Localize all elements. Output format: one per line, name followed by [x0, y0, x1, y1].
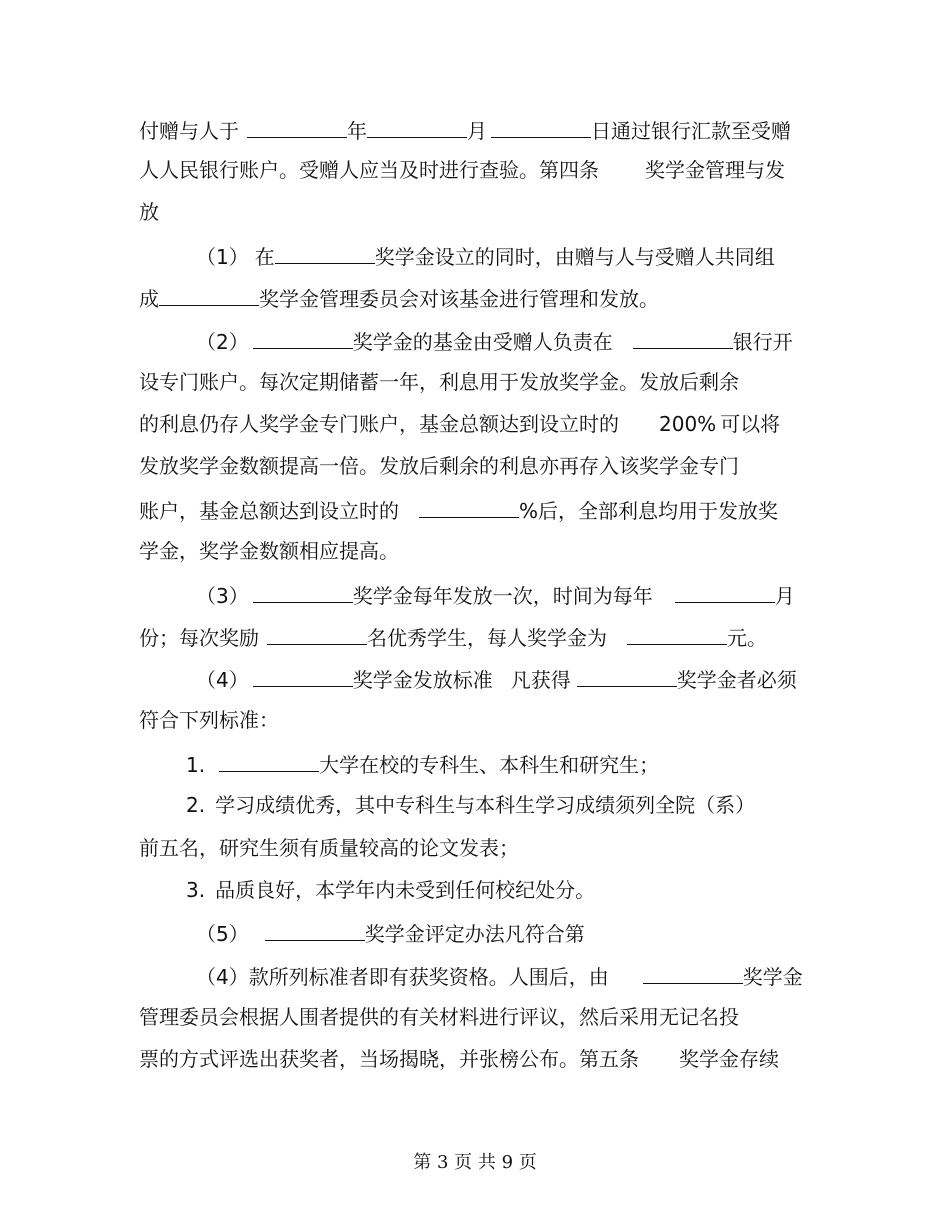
text-segment: 人人民银行账户。受赠人应当及时进行查验。第四条: [139, 158, 599, 182]
text-segment: 前五名，研究生须有质量较高的论文发表；: [139, 836, 519, 860]
list-item: [186, 793, 755, 817]
text-segment: 奖学金每年发放一次，时间为每年: [352, 584, 653, 608]
text-line: [196, 963, 803, 987]
text-segment: 票的方式评选出获奖者，当场揭晓，并张榜公布。第五条: [139, 1047, 639, 1071]
text-segment: 放: [139, 200, 159, 224]
list-number: 3.: [186, 878, 206, 902]
text-line: [139, 370, 739, 394]
text-line: [139, 117, 791, 141]
text-line: [196, 243, 775, 267]
text-line: [139, 412, 780, 436]
item-number: （2）: [196, 330, 249, 354]
list-text: 品质良好，本学年内未受到任何校纪处分。: [215, 878, 596, 902]
blank-field: [275, 243, 375, 264]
text-segment: 元。: [727, 626, 767, 650]
blank-field: [367, 117, 467, 138]
text-segment: 的利息仍存人奖学金专门账户，基金总额达到设立时的: [139, 412, 619, 436]
blank-field: [419, 497, 519, 518]
list-item: [186, 878, 595, 902]
text-segment: 奖学金管理与发: [645, 158, 785, 182]
blank-field: [267, 624, 367, 645]
text-line: [139, 454, 739, 478]
blank-field: [253, 582, 353, 603]
text-segment: 管理委员会根据人围者提供的有关材料进行评议，然后采用无记名投: [139, 1005, 739, 1029]
text-segment: 奖学金者必须: [676, 668, 797, 692]
text-segment: 账户，基金总额达到设立时的: [139, 499, 399, 523]
page-number-text: 第 3 页 共 9 页: [413, 1152, 537, 1173]
text-segment: 奖学金: [742, 965, 803, 989]
text-line: [139, 158, 785, 182]
text-line: [196, 328, 793, 352]
blank-field: [627, 624, 727, 645]
blank-field: [247, 117, 347, 138]
text-segment: 学金，奖学金数额相应提高。: [139, 539, 399, 563]
item-number: （4）: [196, 668, 249, 692]
text-segment: 发放奖学金数额提高一倍。发放后剩余的利息亦再存入该奖学金专门: [139, 454, 739, 478]
text-segment: 年: [347, 119, 367, 143]
text-segment: 奖学金评定办法凡符合第: [364, 922, 585, 946]
text-line: [139, 497, 778, 521]
blank-field: [265, 920, 365, 941]
text-segment: 奖学金存续: [679, 1047, 779, 1071]
list-number: 2.: [186, 793, 206, 817]
list-text: 学习成绩优秀，其中专科生与本科生学习成绩须列全院（系）: [215, 793, 756, 817]
text-segment: （4）款所列标准者即有获奖资格。人围后，由: [196, 965, 609, 989]
text-line: [139, 624, 767, 648]
blank-field: [253, 666, 353, 687]
item-number: （1）: [196, 245, 249, 269]
item-number: （3）: [196, 584, 249, 608]
text-line: [139, 200, 159, 224]
blank-field: [577, 666, 677, 687]
text-segment: 银行开: [732, 330, 793, 354]
blank-field: [675, 582, 775, 603]
blank-field: [159, 285, 259, 306]
text-line: [139, 539, 399, 563]
page-footer: [0, 1152, 950, 1174]
text-line: [139, 708, 279, 732]
text-segment: 可以将: [720, 412, 781, 436]
text-line: [139, 1047, 779, 1071]
text-segment: 付赠与人于: [139, 119, 239, 143]
text-segment: 奖学金发放标准: [352, 668, 493, 692]
text-line: [196, 920, 585, 944]
text-segment: 月: [467, 119, 487, 143]
text-line: [196, 582, 795, 606]
blank-field: [633, 328, 733, 349]
text-segment: 在: [254, 245, 275, 269]
list-item: [186, 751, 659, 775]
text-segment: 奖学金的基金由受赠人负责在: [352, 330, 613, 354]
text-segment: %后，全部利息均用于发放奖: [519, 499, 779, 523]
text-segment: 名优秀学生，每人奖学金为: [367, 626, 607, 650]
text-segment: 奖学金管理委员会对该基金进行管理和发放。: [259, 287, 659, 311]
blank-field: [491, 117, 591, 138]
item-number: （5）: [196, 922, 249, 946]
text-segment: 奖学金设立的同时，由赠与人与受赠人共同组: [374, 245, 775, 269]
text-line: [139, 285, 659, 309]
text-segment: 份；每次奖励: [139, 626, 259, 650]
text-line: [196, 666, 797, 690]
text-segment: 凡获得: [510, 668, 571, 692]
blank-field: [219, 751, 319, 772]
text-segment: 日通过银行汇款至受赠: [591, 119, 791, 143]
list-number: 1.: [186, 753, 206, 777]
text-line: [139, 1005, 739, 1029]
text-segment: 符合下列标准：: [139, 708, 279, 732]
text-segment: 成: [139, 287, 159, 311]
blank-field: [253, 328, 353, 349]
text-segment: 月: [774, 584, 795, 608]
text-line: [139, 836, 519, 860]
percentage-value: 200%: [659, 412, 717, 436]
text-segment: 设专门账户。每次定期储蓄一年，利息用于发放奖学金。发放后剩余: [139, 370, 739, 394]
blank-field: [643, 963, 743, 984]
list-text: 大学在校的专科生、本科生和研究生；: [319, 753, 660, 777]
